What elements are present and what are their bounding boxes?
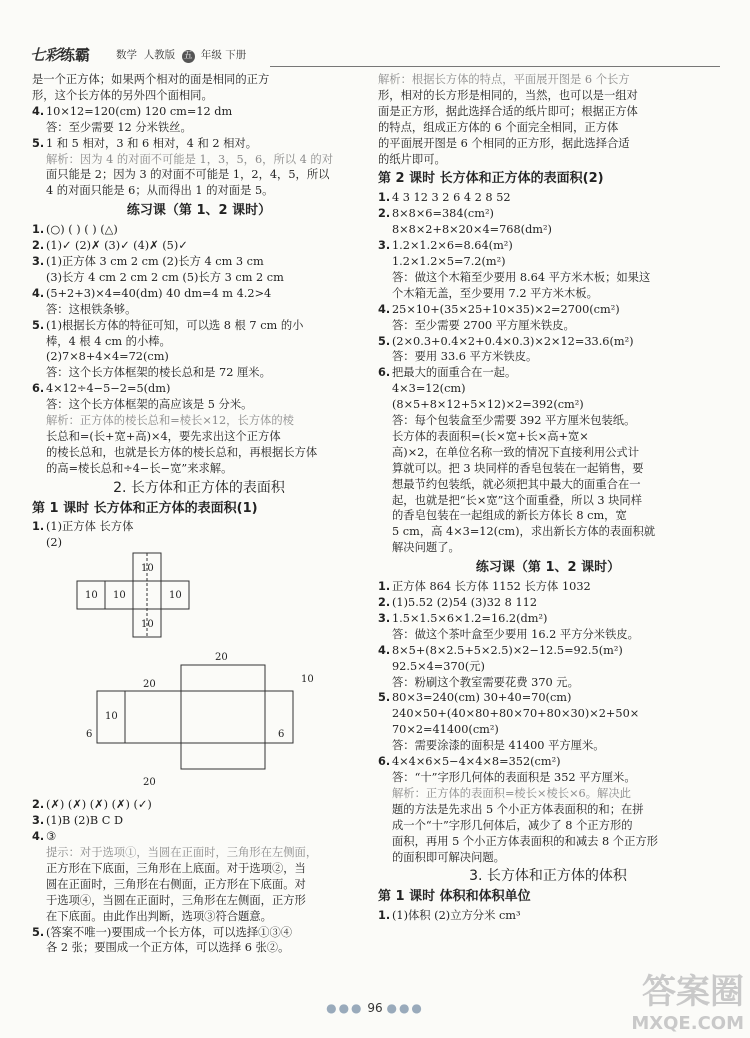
text-line: 面只能是 2；因为 3 的对面不可能是 1，2，4，5，所以 (46, 168, 330, 182)
text-line: 的香皂包装在一起组成的新长方体长 8 cm，宽 (392, 509, 627, 523)
section-title-2: 2. 长方体和正方体的表面积 (113, 479, 285, 496)
text-line: 答：至少需要 2700 平方厘米铁皮。 (392, 318, 575, 332)
watermark-top: 答案圈 (642, 972, 744, 1012)
subject: 数学 (116, 49, 137, 61)
lesson2-2: 2. 8×8×6=384(cm²) (378, 207, 494, 221)
practice-2: 2. (1)✓ (2)✗ (3)✓ (4)✗ (5)✓ (32, 239, 188, 253)
text-line: 8×8×2+8×20×4=768(dm²) (392, 223, 552, 237)
edition: 人教版 (143, 49, 176, 61)
text-line: 面是正方形，据此选择合适的纸片即可；根据正方体 (378, 104, 638, 118)
net-label: 6 (86, 729, 93, 741)
text-line: (8×5+8×12+5×12)×2=392(cm²) (392, 398, 584, 412)
surface-1: 1. (1)正方体 长方体 (32, 520, 134, 534)
text-line: (2)7×8+4×4=72(cm) (46, 350, 169, 364)
text-line: 长总和=(长+宽+高)×4，要先求出这个正方体 (46, 429, 281, 443)
hint-line: 提示：对于选项①，当圆在正面时，三角形在左侧面， (46, 846, 318, 859)
text-line: 的纸片即可。 (378, 152, 446, 166)
answer-4: 4. 10×12=120(cm) 120 cm=12 dm (32, 104, 233, 118)
practice-title: 练习课（第 1、2 课时） (126, 203, 272, 219)
text-line: 答：要用 33.6 平方米铁皮。 (392, 350, 538, 364)
practice-6: 6. 4×12÷4−5−2=5(dm) (32, 382, 171, 396)
net-label: 10 (141, 563, 154, 575)
net-label: 10 (85, 590, 98, 602)
text-line: (3)长方 4 cm 2 cm 2 cm (5)长方 3 cm 2 cm (46, 270, 284, 284)
practice-4: 4. (5+2+3)×4=40(dm) 40 dm=4 m 4.2>4 (32, 286, 272, 300)
lesson-title-2: 第 2 课时 长方体和正方体的表面积(2) (378, 171, 604, 187)
text-line: 1.2×1.2×5=7.2(m²) (392, 254, 506, 268)
text-line: 题的方法是先求出 5 个小正方体表面积的和；在拼 (392, 802, 644, 816)
lesson2-4: 4. 25×10+(35×25+10×35)×2=2700(cm²) (378, 302, 620, 316)
nets-svg (48, 551, 368, 797)
text-line: 形，这个长方体的另外四个面相同。 (32, 88, 213, 102)
page-number: 96 (367, 1001, 383, 1015)
section-title-3: 3. 长方体和正方体的体积 (469, 868, 627, 885)
text-line: (2) (46, 536, 63, 550)
brand-logo-a: 七彩 (30, 46, 61, 64)
watermark (631, 964, 744, 1034)
text-line: 的棱长总和，也就是长方体的棱长总和，再根据长方体 (46, 445, 318, 459)
text-line: 形，相对的长方形是相同的，当然，也可以是一组对 (378, 88, 638, 102)
text-line: 答：至少需要 12 分米铁丝。 (46, 120, 192, 134)
text-line: 答：这个长方体框架的高应该是 5 分米。 (46, 398, 253, 412)
text-line: 是一个正方体；如果两个相对的面是相同的正方 (32, 73, 270, 86)
text-line: 起，也就是把“长×宽”这个面重叠，所以 3 块同样 (392, 493, 643, 507)
net-label: 20 (143, 777, 156, 789)
lesson-title-1: 第 1 课时 长方体和正方体的表面积(1) (32, 500, 258, 516)
grade-badge: 五 (183, 51, 193, 61)
footer-dots-right: ●●● (386, 1001, 424, 1015)
text-line: 答：“十”字形几何体的表面积是 352 平方厘米。 (392, 770, 636, 784)
analysis-line: 解析：正方体的棱长总和=棱长×12，长方体的棱 (46, 414, 294, 428)
text-line: 答：粉刷这个教室需要花费 370 元。 (392, 675, 579, 689)
net-label: 10 (301, 674, 314, 686)
text-line: 答：每个包装盒至少需要 392 平方厘米包装纸。 (392, 414, 636, 428)
left-column (32, 72, 366, 956)
text-line: 答：这个长方体框架的棱长总和是 72 厘米。 (46, 366, 271, 380)
net-label: 10 (169, 590, 182, 602)
net-label: 10 (105, 711, 118, 723)
text-line: 正方形在下底面，三角形在上底面。对于选项②，当 (46, 861, 306, 875)
unfolded-nets-figure (48, 551, 366, 797)
net-label: 20 (215, 652, 228, 664)
page-header (30, 44, 720, 66)
lesson2-5: 5. (2×0.3+0.4×2+0.4×0.3)×2×12=33.6(m²) (378, 334, 634, 348)
text-line: 答：需要涂漆的面积是 41400 平方厘米。 (392, 739, 605, 753)
text-line: 答：做这个木箱至少要用 8.64 平方米木板；如果这 (392, 270, 651, 284)
net-label: 20 (143, 679, 156, 691)
lesson2-1: 1. 4 3 12 3 2 6 4 2 8 52 (378, 191, 511, 205)
watermark-bottom: MXQE.COM (631, 1013, 744, 1034)
lesson-title-3: 第 1 课时 体积和体积单位 (378, 889, 531, 905)
text-line: 4×3=12(cm) (392, 382, 466, 396)
practice-1: 1. (○) ( ) ( ) (△) (32, 223, 118, 237)
practice-title-right: 练习课（第 1、2 课时） (475, 560, 621, 576)
text-line: 成一个“十”字形几何体后，减少了 8 个正方形的 (392, 818, 633, 832)
practice-3: 3. (1)正方体 3 cm 2 cm (2)长方 4 cm 3 cm (32, 254, 264, 268)
brand-logo (30, 44, 90, 65)
text-line: 圆在正面时，三角形在右侧面，正方形在下底面。对 (46, 877, 306, 891)
brand-logo-b: 练霸 (60, 46, 91, 64)
text-line: 240×50+(40×80+80×70+80×30)×2+50× (392, 707, 640, 721)
header-rule (270, 66, 720, 67)
text-line: 算就可以。把 3 块同样的香皂包装在一起销售，要 (392, 461, 644, 475)
analysis-line: 解析：因为 4 的对面不可能是 1，3，5，6，所以 4 的对 (46, 152, 334, 166)
text-line: 各 2 张；要围成一个正方体，可以选择 6 张②。 (46, 941, 290, 955)
text-line: 的平面展开图是 6 个相同的正方形，据此选择合适 (378, 136, 630, 150)
text-line: 长方体的表面积=(长×宽+长×高+宽× (392, 429, 589, 443)
book-meta (116, 47, 246, 63)
surface-3: 3. (1)B (2)B C D (32, 814, 124, 828)
net-label: 10 (113, 590, 126, 602)
lesson2-3: 3. 1.2×1.2×6=8.64(m²) (378, 239, 513, 253)
text-line: 想最节约包装纸，就必须把其中最大的面重合在一 (392, 477, 641, 491)
text-line: 92.5×4=370(元) (392, 659, 485, 673)
text-line: 的高=棱长总和÷4−长−宽”来求解。 (46, 461, 233, 475)
answer-5: 5. 1 和 5 相对，3 和 6 相对，4 和 2 相对。 (32, 136, 258, 150)
analysis-line: 解析：根据长方体的特点，平面展开图是 6 个长方 (378, 73, 630, 86)
text-line: 在下底面。由此作出判断，选项③符合题意。 (46, 909, 272, 923)
net-label: 10 (141, 619, 154, 631)
text-line: 答：做这个茶叶盒至少要用 16.2 平方分米铁皮。 (392, 627, 639, 641)
practice-r4: 4. 8×5+(8×2.5+5×2.5)×2−12.5=92.5(m²) (378, 643, 623, 657)
practice-r5: 5. 80×3=240(cm) 30+40=70(cm) (378, 691, 572, 705)
practice-r1: 1. 正方体 864 长方体 1152 长方体 1032 (378, 580, 591, 594)
practice-5: 5. (1)根据长方体的特征可知，可以选 8 根 7 cm 的小 (32, 318, 304, 332)
surface-5: 5. (答案不唯一)要围成一个长方体，可以选择①③④ (32, 925, 293, 939)
text-line: 4 的对面只能是 6；从而得出 1 的对面是 5。 (46, 184, 274, 198)
text-line: 个木箱无盖，至少要用 7.2 平方米木板。 (392, 286, 598, 300)
net-label: 6 (278, 729, 285, 741)
right-column (378, 72, 718, 924)
lesson2-6: 6. 把最大的面重合在一起。 (378, 366, 517, 380)
volume-1: 1. (1)体积 (2)立方分米 cm³ (378, 909, 521, 923)
practice-r2: 2. (1)5.52 (2)54 (3)32 8 112 (378, 596, 538, 609)
practice-r6: 6. 4×4×6×5−4×4×8=352(cm²) (378, 755, 561, 769)
text-line: 的特点，组成正方体的 6 个面完全相同，正方体 (378, 120, 619, 134)
text-line: 答：这根铁条够。 (46, 302, 137, 316)
footer-dots-left: ●●● (326, 1001, 364, 1015)
grade-tail: 年级 下册 (200, 49, 247, 61)
text-line: 70×2=41400(cm²) (392, 723, 499, 737)
text-line: 棒，4 根 4 cm 的小棒。 (46, 334, 171, 348)
text-line: 高)×2，在单位名称一致的情况下直接利用公式计 (392, 445, 639, 459)
analysis-line: 解析：正方体的表面积=棱长×棱长×6。解决此 (392, 786, 631, 800)
text-line: 解决问题了。 (392, 541, 460, 555)
text-line: 的面积即可解决问题。 (392, 850, 505, 864)
surface-4: 4. ③ (32, 830, 57, 844)
text-line: 面积，再用 5 个小正方体表面积的和减去 8 个正方形 (392, 834, 658, 848)
practice-r3: 3. 1.5×1.5×6×1.2=16.2(dm²) (378, 611, 548, 625)
surface-2: 2. (✗) (✗) (✗) (✗) (✓) (32, 798, 152, 812)
text-line: 于选项④，当圆在正面时，三角形在左侧面，正方形 (46, 893, 306, 907)
text-line: 5 cm，高 4×3=12(cm)，求出新长方体的表面积就 (392, 525, 656, 539)
